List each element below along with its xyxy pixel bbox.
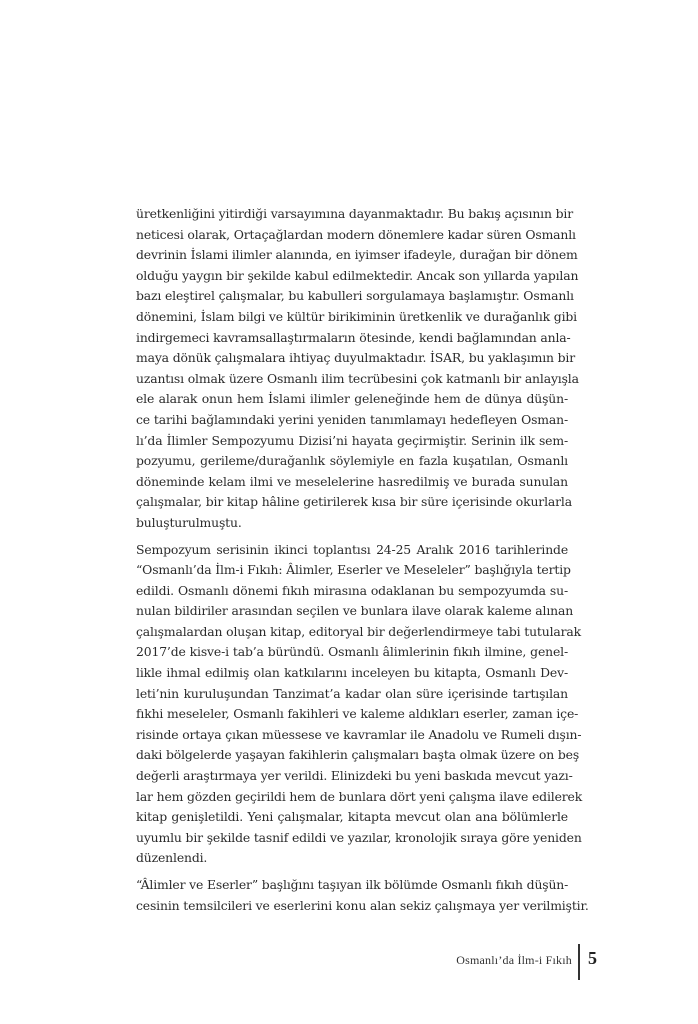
text-line: buluşturulmuştu. <box>136 514 242 530</box>
paragraph <box>136 204 579 534</box>
running-title: Osmanlı’da İlm-i Fıkıh <box>456 953 572 967</box>
paragraph <box>136 875 589 916</box>
text-line: ele alarak onun hem İslami ilimler geleneğinde hem de dünya düşün- <box>136 391 568 407</box>
text-line: risinde ortaya çıkan müessese ve kavramlar ile Anadolu ve Rumeli dışın- <box>136 726 582 742</box>
footer-divider <box>578 944 580 980</box>
text-line: değerli araştırmaya yer verildi. Elinizdeki bu yeni baskıda mevcut yazı- <box>136 768 573 784</box>
text-line: maya dönük çalışmalara ihtiyaç duyulmaktadır. İSAR, bu yaklaşımın bir <box>136 350 576 366</box>
text-line: likle ihmal edilmiş olan katkılarını inceleyen bu kitapta, Osmanlı Dev- <box>136 665 568 681</box>
text-line: çalışmalardan oluşan kitap, editoryal bir değerlendirmeye tabi tutularak <box>136 623 581 639</box>
text-line: Sempozyum serisinin ikinci toplantısı 24-25 Aralık 2016 tarihlerinde <box>136 541 568 557</box>
text-line: ce tarihi bağlamındaki yerini yeniden tanımlamayı hedefleyen Osman- <box>136 411 568 427</box>
text-line: kitap genişletildi. Yeni çalışmalar, kitapta mevcut olan ana bölümlerle <box>136 809 568 825</box>
text-line: bazı eleştirel çalışmalar, bu kabulleri sorgulamaya başlamıştır. Osmanlı <box>136 288 574 304</box>
text-line: “Osmanlı’da İlm-i Fıkıh: Âlimler, Eserler ve Meseleler” başlığıyla tertip <box>136 562 571 578</box>
text-line: indirgemeci kavramsallaştırmaların ötesinde, kendi bağlamından anla- <box>136 329 571 345</box>
body-text <box>136 204 589 922</box>
paragraph <box>136 540 583 870</box>
text-line: nulan bildiriler arasından seçilen ve bunlara ilave olarak kaleme alınan <box>136 603 574 619</box>
text-line: lı’da İlimler Sempozyumu Dizisi’ni hayata geçirmiştir. Serinin ilk sem- <box>136 432 568 448</box>
text-line: 2017’de kisve-i tab’a büründü. Osmanlı âlimlerinin fıkıh ilmine, genel- <box>136 644 568 660</box>
page-footer <box>0 944 698 984</box>
text-line: “Âlimler ve Eserler” başlığını taşıyan ilk bölümde Osmanlı fıkıh düşün- <box>136 877 569 892</box>
text-line: devrinin İslami ilimler alanında, en iyimser ifadeyle, durağan bir dönem <box>136 247 578 263</box>
text-line: lar hem gözden geçirildi hem de bunlara dört yeni çalışma ilave edilerek <box>136 788 583 804</box>
text-line: neticesi olarak, Ortaçağlardan modern dönemlere kadar süren Osmanlı <box>136 226 576 242</box>
text-line: leti’nin kuruluşundan Tanzimat’a kadar olan süre içerisinde tartışılan <box>136 685 568 701</box>
page-number: 5 <box>588 948 597 968</box>
text-line: fıkhi meseleler, Osmanlı fakihleri ve kaleme aldıkları eserler, zaman içe- <box>136 706 579 722</box>
text-line: üretkenliğini yitirdiği varsayımına dayanmaktadır. Bu bakış açısının bir <box>136 206 573 221</box>
text-line: pozyumu, gerileme/durağanlık söylemiyle en fazla kuşatılan, Osmanlı <box>136 453 568 469</box>
text-line: daki bölgelerde yaşayan fakihlerin çalışmaları başta olmak üzere on beş <box>136 747 580 763</box>
text-line: dönemini, İslam bilgi ve kültür birikiminin üretkenlik ve durağanlık gibi <box>136 308 578 324</box>
text-line: cesinin temsilcileri ve eserlerini konu alan sekiz çalışmaya yer verilmiştir. <box>136 897 589 913</box>
text-line: döneminde kelam ilmi ve meselelerine hasredilmiş ve burada sunulan <box>136 473 568 489</box>
text-line: düzenlendi. <box>136 850 208 866</box>
text-line: uyumlu bir şekilde tasnif edildi ve yazılar, kronolojik sıraya göre yeniden <box>136 829 582 845</box>
text-line: uzantısı olmak üzere Osmanlı ilim tecrübesini çok katmanlı bir anlayışla <box>136 370 579 386</box>
text-line: olduğu yaygın bir şekilde kabul edilmektedir. Ancak son yıllarda yapılan <box>136 267 579 283</box>
text-line: edildi. Osmanlı dönemi fıkıh mirasına odaklanan bu sempozyumda su- <box>136 582 568 598</box>
text-line: çalışmalar, bir kitap hâline getirilerek kısa bir süre içerisinde okurlarla <box>136 494 572 510</box>
